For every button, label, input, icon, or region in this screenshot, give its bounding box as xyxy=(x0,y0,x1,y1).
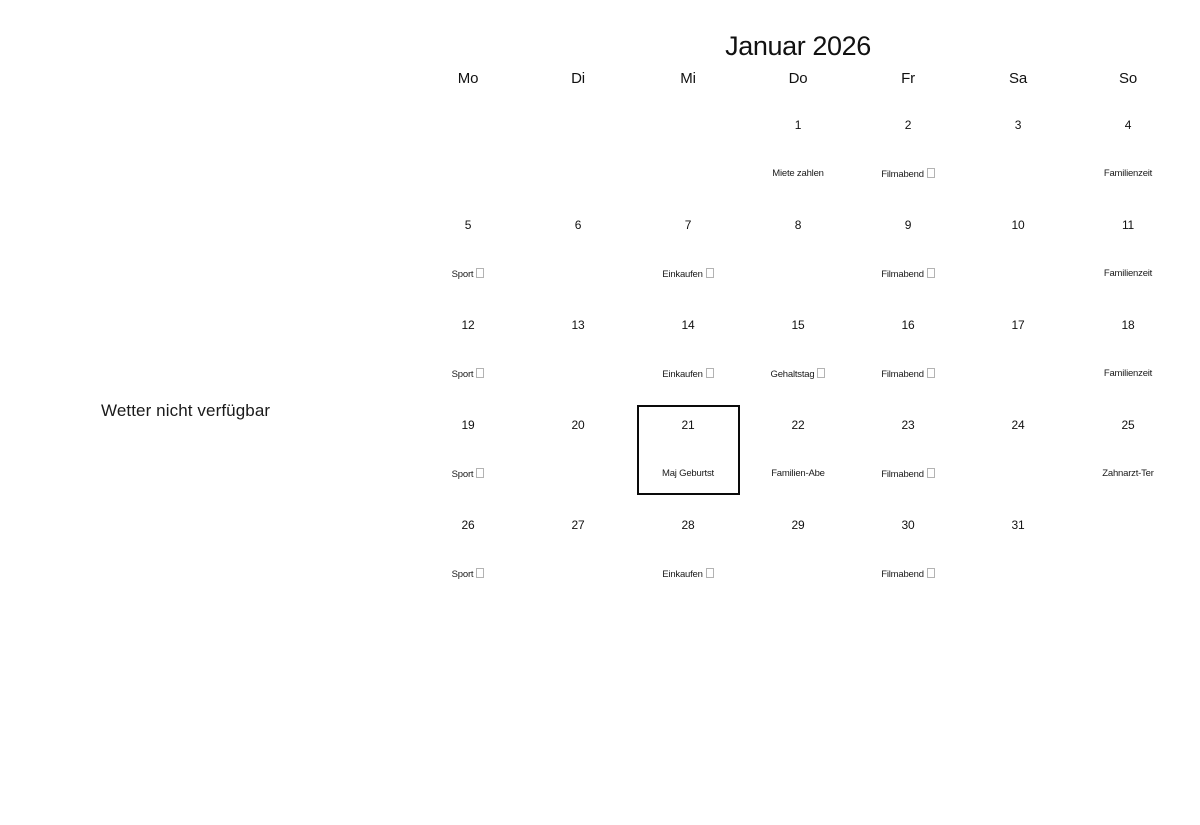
event-label: Filmabend xyxy=(853,568,963,581)
calendar-day-cell[interactable] xyxy=(633,305,743,405)
day-number: 17 xyxy=(1011,318,1025,332)
event-label: Miete zahlen xyxy=(772,168,824,179)
weekday-header-do: Do xyxy=(788,70,808,87)
calendar-empty-cell xyxy=(1073,505,1183,605)
missing-glyph-icon xyxy=(927,468,935,478)
calendar-day-cell[interactable] xyxy=(523,305,633,405)
day-number: 13 xyxy=(571,318,585,332)
event-label: Sport xyxy=(413,468,523,481)
event-label: Einkaufen xyxy=(633,368,743,381)
calendar-day-cell[interactable] xyxy=(413,305,523,405)
day-number: 10 xyxy=(1011,218,1025,232)
event-label: Zahnarzt-Ter xyxy=(1102,468,1154,479)
calendar-day-cell[interactable] xyxy=(743,405,853,505)
day-number: 30 xyxy=(901,518,915,532)
weather-status-text: Wetter nicht verfügbar xyxy=(101,401,271,420)
calendar-title: Januar 2026 xyxy=(725,31,871,61)
day-number: 20 xyxy=(571,418,585,432)
event-label: Gehaltstag xyxy=(743,368,853,381)
event-label: Filmabend xyxy=(853,368,963,381)
event-label: Maj Geburtst xyxy=(662,468,714,479)
calendar-day-cell[interactable] xyxy=(523,505,633,605)
weekday-header-so: So xyxy=(1119,70,1137,87)
day-number: 9 xyxy=(904,218,912,232)
calendar-day-cell[interactable] xyxy=(523,405,633,505)
day-number: 8 xyxy=(794,218,802,232)
event-label: Filmabend xyxy=(853,468,963,481)
event-label: Sport xyxy=(413,368,523,381)
day-number: 24 xyxy=(1011,418,1025,432)
calendar-empty-cell xyxy=(413,105,523,205)
missing-glyph-icon xyxy=(476,368,484,378)
missing-glyph-icon xyxy=(476,568,484,578)
calendar-empty-cell xyxy=(633,105,743,205)
day-number: 1 xyxy=(794,118,802,132)
calendar-day-cell[interactable] xyxy=(1073,305,1183,405)
calendar-day-cell[interactable] xyxy=(853,505,963,605)
event-label: Familienzeit xyxy=(1103,168,1153,179)
weekday-header-mo: Mo xyxy=(457,70,479,87)
calendar-day-cell[interactable] xyxy=(1073,105,1183,205)
calendar-day-cell[interactable] xyxy=(1073,405,1183,505)
missing-glyph-icon xyxy=(706,368,714,378)
weekday-header-sa: Sa xyxy=(1009,70,1027,87)
day-number: 22 xyxy=(791,418,805,432)
calendar-day-cell[interactable] xyxy=(963,205,1073,305)
event-label: Familien-Abe xyxy=(771,468,825,479)
day-number: 29 xyxy=(791,518,805,532)
missing-glyph-icon xyxy=(927,568,935,578)
day-number: 25 xyxy=(1121,418,1135,432)
day-number: 12 xyxy=(461,318,475,332)
day-number: 21 xyxy=(681,418,695,432)
calendar-day-cell[interactable] xyxy=(853,305,963,405)
missing-glyph-icon xyxy=(927,368,935,378)
calendar-day-cell[interactable] xyxy=(963,405,1073,505)
day-number: 26 xyxy=(461,518,475,532)
missing-glyph-icon xyxy=(817,368,825,378)
weekday-header-di: Di xyxy=(571,70,585,87)
event-label: Sport xyxy=(413,268,523,281)
calendar-day-cell[interactable] xyxy=(743,305,853,405)
calendar-day-cell[interactable] xyxy=(743,505,853,605)
calendar-day-cell[interactable] xyxy=(633,205,743,305)
calendar-day-cell[interactable] xyxy=(633,505,743,605)
calendar-day-cell[interactable] xyxy=(633,405,743,505)
day-number: 5 xyxy=(464,218,472,232)
calendar-day-cell[interactable] xyxy=(743,105,853,205)
calendar-day-cell[interactable] xyxy=(853,405,963,505)
day-number: 3 xyxy=(1014,118,1022,132)
weekday-header-mi: Mi xyxy=(680,70,696,87)
calendar-day-cell[interactable] xyxy=(853,205,963,305)
calendar-day-cell[interactable] xyxy=(963,505,1073,605)
day-number: 7 xyxy=(684,218,692,232)
day-number: 23 xyxy=(901,418,915,432)
day-number: 6 xyxy=(574,218,582,232)
day-number: 31 xyxy=(1011,518,1025,532)
missing-glyph-icon xyxy=(476,468,484,478)
calendar-day-cell[interactable] xyxy=(413,405,523,505)
event-label: Einkaufen xyxy=(633,568,743,581)
calendar-day-cell[interactable] xyxy=(853,105,963,205)
missing-glyph-icon xyxy=(927,168,935,178)
event-label: Einkaufen xyxy=(633,268,743,281)
day-number: 14 xyxy=(681,318,695,332)
calendar-day-cell[interactable] xyxy=(523,205,633,305)
event-label: Filmabend xyxy=(853,268,963,281)
missing-glyph-icon xyxy=(476,268,484,278)
event-label: Sport xyxy=(413,568,523,581)
calendar-empty-cell xyxy=(523,105,633,205)
day-number: 2 xyxy=(904,118,912,132)
calendar-day-cell[interactable] xyxy=(963,305,1073,405)
day-number: 28 xyxy=(681,518,695,532)
day-number: 19 xyxy=(461,418,475,432)
day-number: 11 xyxy=(1121,218,1135,232)
calendar-day-cell[interactable] xyxy=(1073,205,1183,305)
calendar-day-cell[interactable] xyxy=(413,205,523,305)
missing-glyph-icon xyxy=(706,268,714,278)
event-label: Familienzeit xyxy=(1103,368,1153,379)
day-number: 18 xyxy=(1121,318,1135,332)
event-label: Filmabend xyxy=(853,168,963,181)
missing-glyph-icon xyxy=(927,268,935,278)
calendar-day-cell[interactable] xyxy=(743,205,853,305)
day-number: 16 xyxy=(901,318,915,332)
day-number: 4 xyxy=(1124,118,1132,132)
missing-glyph-icon xyxy=(706,568,714,578)
event-label: Familienzeit xyxy=(1103,268,1153,279)
day-number: 15 xyxy=(791,318,805,332)
calendar-grid xyxy=(413,105,1183,605)
day-number: 27 xyxy=(571,518,585,532)
weekday-header-fr: Fr xyxy=(901,70,915,87)
weekday-header-row xyxy=(413,70,1183,87)
calendar-day-cell[interactable] xyxy=(413,505,523,605)
calendar-day-cell[interactable] xyxy=(963,105,1073,205)
